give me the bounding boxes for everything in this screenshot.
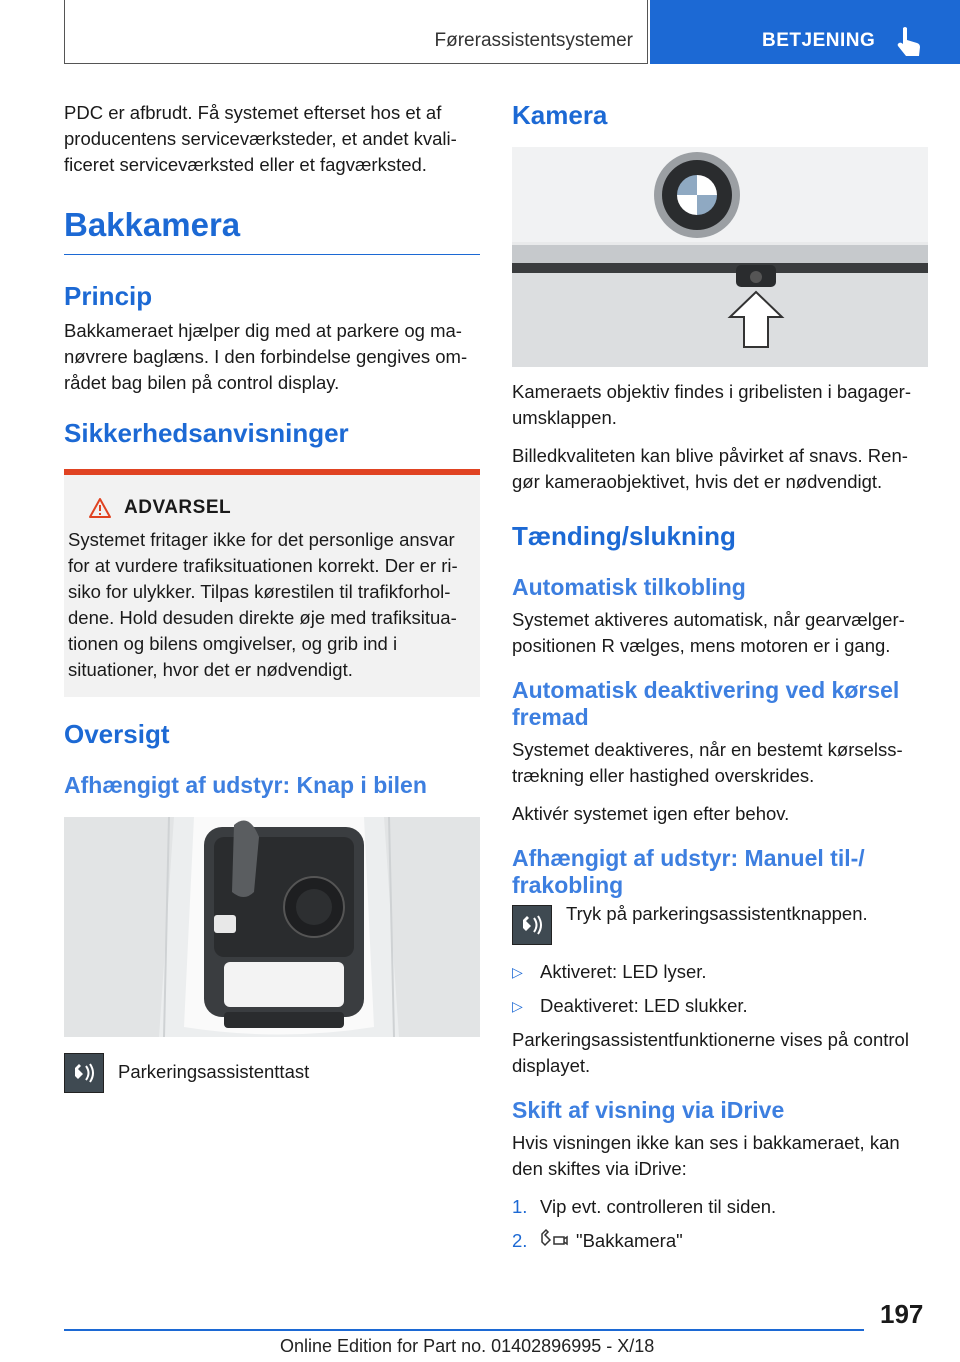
skift-paragraph: Hvis visningen ikke kan ses i bakkameraet, kan den skiftes via iDrive:	[512, 1132, 900, 1179]
chapter-tab[interactable]	[650, 0, 960, 64]
center-console-illustration	[64, 817, 480, 1037]
header-section-box	[64, 0, 648, 64]
step-number: 2.	[512, 1230, 528, 1251]
manuel-instruction-text: Tryk på parkeringsassistentknappen.	[566, 903, 868, 924]
parking-assistant-button-icon	[64, 1053, 104, 1093]
step-text: Vip evt. controlleren til siden.	[540, 1196, 777, 1217]
kamera-paragraph-2: Billedkvaliteten kan blive påvirket af snavs. Rengør kameraobjektivet, hvis det er nødvendigt.	[512, 445, 908, 492]
footer-divider	[64, 1329, 864, 1331]
chapter-tab-label: BETJENING	[762, 30, 876, 51]
left-column	[64, 100, 480, 1093]
section-title: Førerassistentsystemer	[434, 30, 633, 51]
caption-text: Parkeringsassistenttast	[118, 1061, 310, 1082]
intro-paragraph: PDC er afbrudt. Få systemet efterset hos et af producentens serviceværksteder, et andet kvalificeret serviceværksted eller et fagværksted.	[64, 102, 457, 175]
heading-automatisk-deaktivering: Automatisk deaktivering ved kørsel fremad	[512, 677, 900, 730]
step-item	[512, 1228, 928, 1254]
step-item	[512, 1194, 928, 1220]
auto-deaktivering-paragraph-2: Aktivér systemet igen efter behov.	[512, 803, 790, 824]
heading-kamera: Kamera	[512, 100, 608, 130]
warning-title: ADVARSEL	[124, 497, 232, 518]
auto-tilkobling-paragraph: Systemet aktiveres automatisk, når gearvælgerpositionen R vælges, mens motoren er i gang.	[512, 609, 905, 656]
warning-text: Systemet fritager ikke for det personlige ansvar for at vurdere trafiksituationen korrekt. Der er risiko for ulykker. Tilpas kørestilen til trafikforholdene. Hold desuden direkte øje med trafiksituationen og bilens omgivelser, og grib ind i situationer, hvor det er nødvendigt.	[68, 529, 458, 680]
page-number: 197	[880, 1299, 924, 1329]
heading-princip: Princip	[64, 281, 153, 311]
triangle-bullet-icon: ▷	[512, 998, 523, 1014]
list-item	[512, 993, 928, 1019]
heading-sikkerhedsanvisninger: Sikkerhedsanvisninger	[64, 418, 349, 448]
rear-camera-illustration	[512, 147, 928, 367]
triangle-bullet-icon: ▷	[512, 964, 523, 980]
heading-oversigt: Oversigt	[64, 719, 170, 749]
parking-assistant-button-icon	[512, 905, 552, 945]
warning-box	[64, 469, 480, 697]
step-number: 1.	[512, 1196, 528, 1217]
heading-skift-via-idrive: Skift af visning via iDrive	[512, 1097, 785, 1123]
center-console-photo	[64, 817, 480, 1037]
list-item	[512, 959, 928, 985]
heading-knap-i-bilen: Afhængigt af udstyr: Knap i bilen	[64, 772, 427, 798]
caption-row	[64, 1053, 480, 1093]
step-text: "Bakkamera"	[576, 1230, 683, 1251]
heading-bakkamera: Bakkamera	[64, 206, 480, 255]
heading-automatisk-tilkobling: Automatisk tilkobling	[512, 574, 746, 600]
warning-triangle-icon	[88, 497, 112, 519]
auto-deaktivering-paragraph-1: Systemet deaktiveres, når en bestemt kørselsstrækning eller hastighed overskrides.	[512, 739, 903, 786]
manuel-paragraph-2: Parkeringsassistentfunktionerne vises på control displayet.	[512, 1029, 909, 1076]
footer-edition: Online Edition for Part no. 01402896995 - X/18	[280, 1336, 655, 1356]
heading-taending-slukning: Tænding/slukning	[512, 521, 736, 551]
manuel-instruction-row	[512, 905, 928, 945]
princip-paragraph: Bakkameraet hjælper dig med at parkere og manøvrere baglæns. I den forbindelse gengives området bag bilen på control display.	[64, 320, 468, 393]
list-item-text: Deaktiveret: LED slukker.	[540, 995, 748, 1016]
pointing-hand-icon	[894, 26, 922, 58]
list-item-text: Aktiveret: LED lyser.	[540, 961, 707, 982]
heading-manuel-til-frakobling: Afhængigt af udstyr: Manuel til-/ frakobling	[512, 845, 865, 898]
kamera-paragraph-1: Kameraets objektiv findes i gribelisten i bagagerumsklappen.	[512, 381, 911, 428]
parking-camera-icon	[540, 1228, 568, 1250]
rear-camera-photo	[512, 147, 928, 367]
right-column	[512, 100, 928, 1262]
